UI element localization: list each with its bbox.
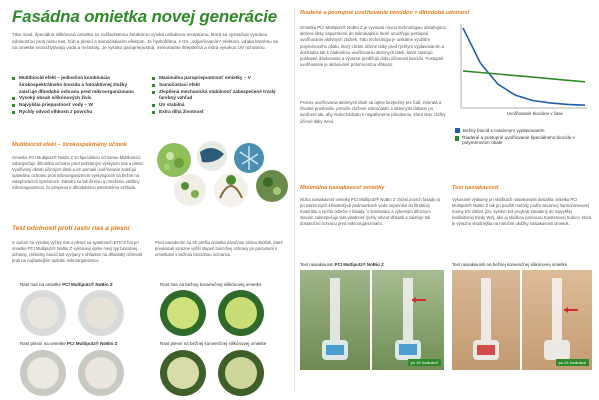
legend-swatch [455,136,459,141]
photo-test-bezna-2 [522,270,592,370]
dish-caption-pleni-bezna: Rast plesní na bežnej konvenčnej silikónovej omietke [160,341,267,346]
petri-dish [160,290,206,336]
test-nasiakavosti-heading: Test nasiakavosti [452,185,499,191]
riadene-text-1: Omietka PCI Multiputz® NoBio Z je vyvinutá novou technológiou obsahujúca aktívne látky zapuzdrené do mikrokapsúl, ktoré umožňujú postupné uvoľňovanie aktívnych zložiek. Táto technológia je unikátne využitím polymérového obalu, ktorý chráni účinné látky pred rýchlym vyplavovaním a dochádza tak k riadenému uvoľňovaniu aktívnych látok, ktoré zaisťujú postupné dávkovanie a výrazne predlžujú dobu účinnosti biocídu. Postupné uvoľňovanie je aktivované prítomnosťou vlhkosti. [300,25,446,68]
nasiakavost-heading: Minimálna nasiakavosť omietky [300,185,385,191]
legend-label: Riadené a postupné uvoľňovanie špeciálneho biocídu v polymérovom obale [462,135,575,145]
petri-dish [20,290,66,336]
bullet-text: UV stabilná [159,102,185,108]
chart-xlabel: Uvoľňovanie biocídov v čase [507,111,563,116]
test-rias-heading: Test odolnosti proti rastu rias a plesní [12,225,130,232]
riadene-text-2: Proces uvoľňovania aktívnych látok sa úplne bezpečný pre ľudí, zvieratá a životné prostredie, pretože zložené mikročastíc s aktívnymi látkami po uvoľnení tak, aby nedochádzalo k negatívnemu pôsobeniu, ktoré tieto zložky účinné látky nesú. [300,100,446,124]
petri-dish [78,350,124,396]
bullet-item [152,89,287,103]
legend-item [455,135,593,145]
microorganism-illustration [152,138,290,210]
bullet-icon [152,91,155,94]
release-chart-svg [455,22,590,122]
nasiakavost-text: Nízka nasiakavosť omietky PCI Multiputz® NoBio Z chráni povrch fasády aj pri extrémnych klimatických podmienkach voda nepreniká do štruktúry materiálu a rýchlo odtečie z fasády. V kombinácii s výborným difúznym stavom zabezpečuje táto vlastnosť rýchly odvod vlhkosti a zaisťuje tak dostatočnú ochranu pred mikroorganizmami. [300,197,440,226]
chart-legend [455,128,593,147]
bullet-icon [12,111,15,114]
dish-caption-rias-nobio: Rast rias na omietke PCI Multiputz® NoBio Z [20,282,113,287]
photo-caption-nobio: Test nasiakavosti PCI Multiputz® NoBio Z [300,262,384,267]
petri-dish [20,350,66,396]
photo-caption-bezna: Test nasiakavosti na bežnej konvenčnej silikónovej omietke [452,262,568,267]
hours-badge: po 24 hodinách [408,359,441,366]
karsten-tube-icon [452,270,520,370]
petri-dish [78,290,124,336]
chart-series-line-0 [463,28,585,105]
test-nasiakavosti-text: Vykonané výskumy pri skúškach nasiakavosti dosiahla omietka PCI Multiputz® NoBio Z tak pri použití metódy podľa záväznej harmonizovanej normy EN 15824 (tzv. systém bol prvykrát zaradený do najvyššej kvalitatívnej triedy W3), ako aj skúškou pomocou Karstenovej trubice, ktorá je výrazne vhodnejšia na náročné ukážky nasiakavosti omietok. [452,197,592,226]
page-title: Fasádna omietka novej generácie [12,7,277,26]
test-rias-text-left: S cieľom na vysokej výživy rias a plesní na systémoch ETICS bol pri omietke PCI Multiputz® NoBio Z vykonaný úplne nový typ biocídnej ochrany. Unikátny biocíd bol vyvíjaný s ohľadom na dlhodobý účinnosť proti na najčastejším spórám mikroorganizmov. [12,240,143,263]
bullet-icon [12,77,15,80]
bullet-text: Multibiocíd efekt – jedinečná kombinácia [19,75,110,80]
karsten-tube-icon [372,270,444,370]
bullet-icon [152,104,155,107]
dish-caption-pleni-nobio: Rast plesní na omietke PCI Multiputz® NoBio Z [20,341,118,346]
legend-item [455,128,593,133]
legend-swatch [455,128,460,133]
bullet-item [12,75,144,95]
photo-test-nobio-2 [372,270,444,370]
intro-text: Táto nová, špeciálna silikónová omietka so zušľachtenou štruktúrou vyniká unikátnou receptúrou, ktorá sa vyznačuje vysokou odolnosťou proti rastu rias, húb a plesní a samočistiacim efektom. Je hydrofóbna, s tzv. „odperľovacím“ efektom, vďaka ktorému sa na omietke nezachytávajú voda a nečistoty. Je vysoko paropriepustná, mimoriadne štiepiteľná a extra vysokou UV ochranou. [12,32,278,51]
bullet-item [152,102,287,109]
chart-series-line-1 [463,71,585,82]
petri-dish [160,350,206,396]
multibiocid-heading: Multibiocíd efekt – širokospektrálny účinok [12,142,127,148]
bullet-text: Rýchly odvod vlhkosti z povrchu [19,108,93,114]
test-rias-text-right: Pred zavedením na trh prešla omietka náročnou sériou skúšok, ktoré preukázali výrazne vyšší stupeň biocídnej ochrany pri porovnaní s omietkami s bežnou biocídnou ochranou. [155,240,283,257]
karsten-tube-icon [522,270,592,370]
riadene-heading: Riadené a postupné uvoľňovanie biocídov = dlhodobá odolnosť [300,10,471,16]
photo-test-nobio-1 [300,270,370,370]
bullet-item [152,82,287,89]
bullet-text: Extra dlhá životnosť [159,108,205,114]
bullet-text: Maximálna paropriepustnosť omietky – V [159,75,251,80]
bullet-item [12,109,144,116]
column-divider [294,8,295,393]
bullet-icon [12,104,15,107]
bullet-subtext: širokospektrálneho biocídu a fotoaktívnej zložky zaisťuje dlhodobú ochranu pred mikroorganizmami [19,81,134,94]
bullet-list-right [152,75,287,116]
bullet-text: Samočistiaci efekt [159,81,200,87]
petri-dish [218,290,264,336]
bullet-icon [152,111,155,114]
bullet-text: Vysoký obsah silikónových živíc [19,95,92,101]
bullet-text: Zlepšená mechanická stabilnosť zabezpečené trvalý farebný vzhľad [159,88,276,101]
karsten-tube-icon [300,270,370,370]
bullet-icon [152,77,155,80]
legend-label: Bežný biocíd s masívnym vyplavovaním [463,128,545,133]
bullet-item [152,75,287,82]
bullet-icon [12,97,15,100]
multibiocid-text: Omietka PCI Multiputz® NoBio Z so špeciálnou ochranou Multibiocíd, zabezpečuje dlhodobú ochranu pred neželaným výskytom rias a plesní. Využívaný obsah účinných látok a ich pomalé uvoľňovanie zaisťujú optimálnu ochranu proti mikroorganizmom vyskytujúcim sa bežne na zatepľovacích systémoch. Zabráni sa tak šíreniu a množeniu väčšiny mikroorganizmov, čo prispieva k dlhodobému estetickému vzhľadu. [12,155,145,190]
bullet-text: Najvyššia priepustnosť vody – W [19,102,93,108]
bullet-list-left [12,75,144,116]
bullet-icon [152,84,155,87]
microorganism-icon [152,138,290,210]
photo-test-bezna-1 [452,270,520,370]
bullet-item [152,109,287,116]
release-chart [455,22,590,122]
dish-caption-rias-bezna: Rast rias na bežnej konvenčnej silikónovej omietke [160,282,262,287]
bullet-item [12,95,144,102]
petri-dish [218,350,264,396]
bullet-item [12,102,144,109]
hours-badge: po 24 hodinách [556,359,589,366]
